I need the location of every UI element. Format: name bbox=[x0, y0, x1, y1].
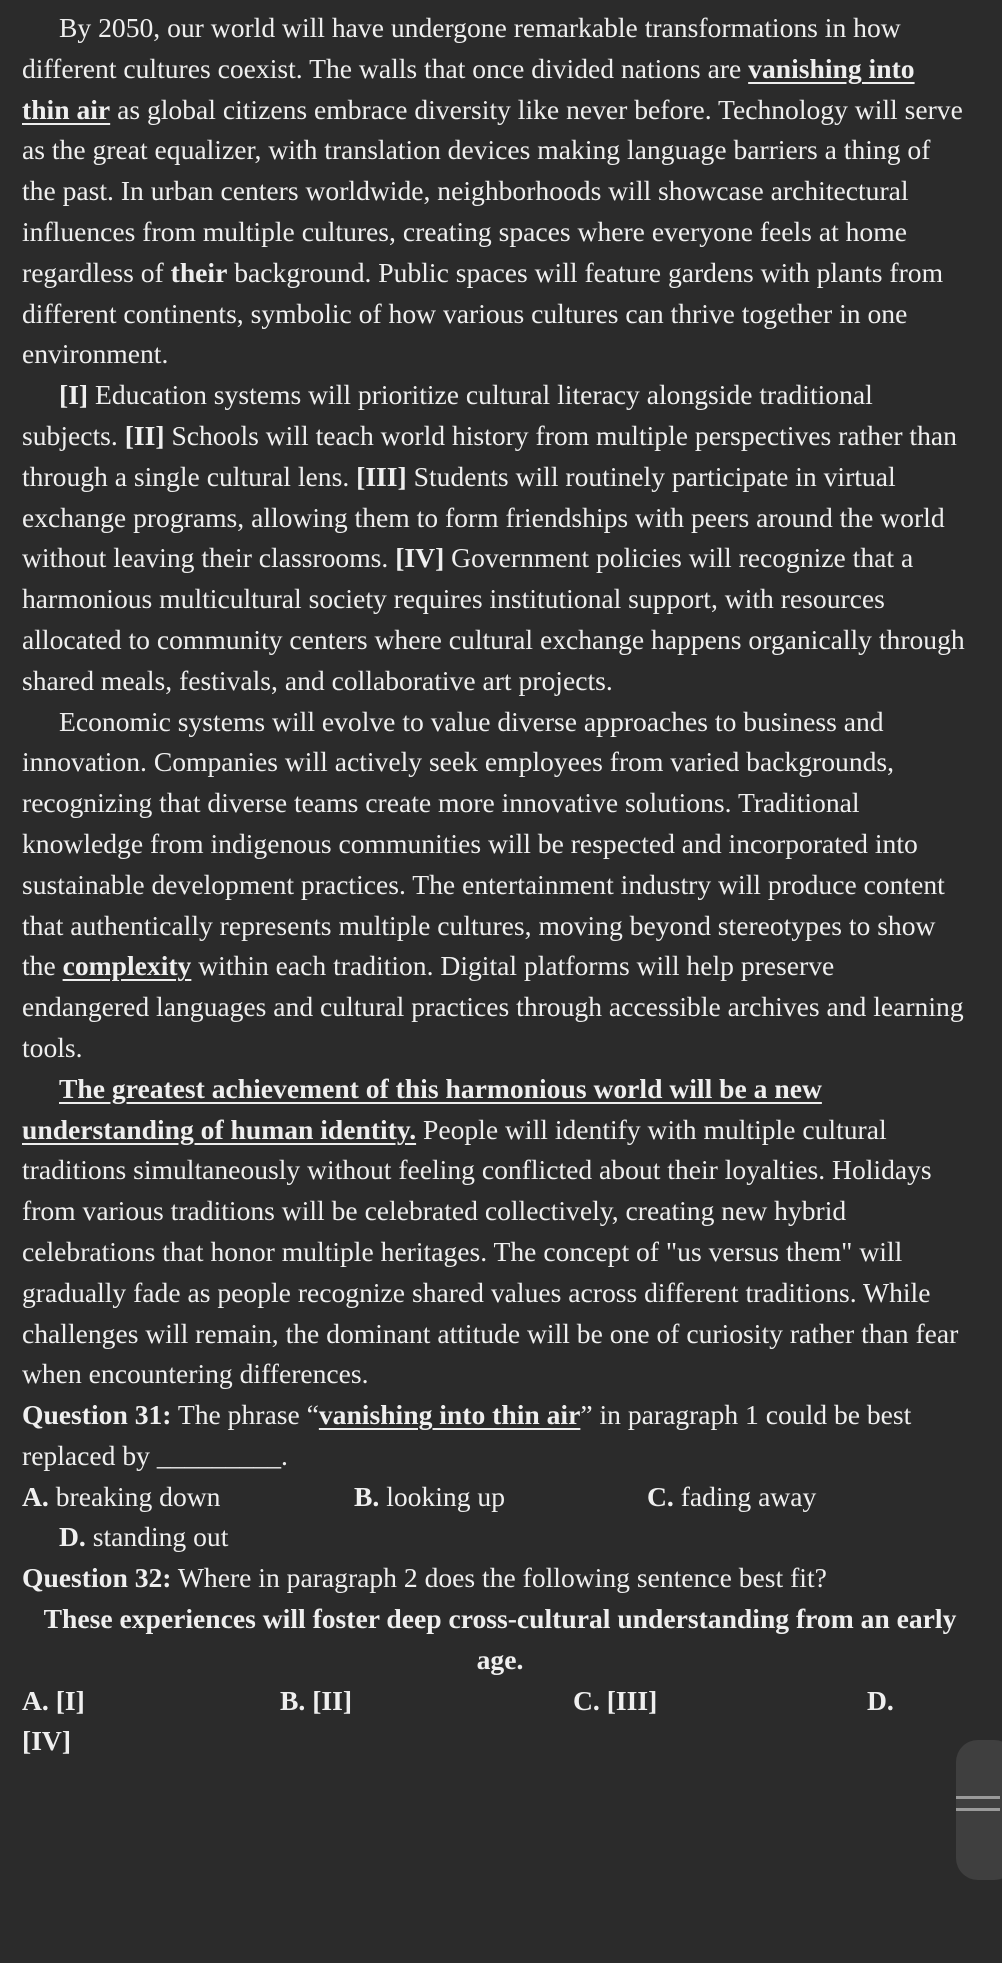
question-31-phrase: vanishing into thin air bbox=[318, 1399, 581, 1431]
paragraph-1-text: By 2050, our world will have undergone remarkable transformations in how different cultures coexist. The walls that once divided nations are bbox=[22, 12, 901, 84]
option-letter: D. bbox=[59, 1521, 86, 1553]
paragraph-4 bbox=[22, 1069, 968, 1395]
question-32-options bbox=[22, 1681, 968, 1763]
question-31-options bbox=[22, 1477, 968, 1518]
paragraph-3-text: within each tradition. Digital platforms will help preserve endangered languages and cultural practices through accessible archives and learning tools. bbox=[22, 950, 964, 1063]
option-text: [I] bbox=[48, 1684, 85, 1716]
question-32-text: Where in paragraph 2 does the following sentence best fit? bbox=[171, 1562, 827, 1594]
question-31-text: The phrase “ bbox=[171, 1399, 319, 1431]
paragraph-2-text: Students will routinely participate in virtual exchange programs, allowing them to form friendships with peers around the world without leaving their classrooms. bbox=[22, 460, 945, 574]
paragraph-1-text: as global citizens embrace diversity like never before. Technology will serve as the great equalizer, with translation devices making language barriers a thing of the past. In urban centers worldwide, neighborhoods will showcase architectural influences from multiple cultures, creating spaces where everyone feels at home regardless of bbox=[22, 93, 963, 288]
option-text: [II] bbox=[305, 1684, 353, 1716]
paragraph-1 bbox=[22, 8, 968, 375]
grip-line-icon bbox=[956, 1808, 1000, 1811]
option-text: breaking down bbox=[48, 1480, 221, 1512]
option-letter: C. bbox=[647, 1480, 674, 1512]
question-31-label: Question 31: bbox=[22, 1399, 172, 1431]
question-32-label: Question 32: bbox=[22, 1562, 172, 1594]
bold-word-their: their bbox=[170, 256, 228, 288]
marker-iv: [IV] bbox=[395, 542, 445, 574]
option-d-text: [IV] bbox=[22, 1725, 72, 1757]
option-d[interactable] bbox=[22, 1517, 968, 1558]
option-b[interactable] bbox=[354, 1477, 647, 1518]
option-letter: B. bbox=[280, 1684, 306, 1716]
paragraph-2-text: Government policies will recognize that a harmonious multicultural society requires institutional support, with resources allocated to community centers where cultural exchange happens organically through shared meals, festivals, and collaborative art projects. bbox=[22, 542, 965, 696]
grip-line-icon bbox=[956, 1796, 1000, 1799]
option-c[interactable] bbox=[647, 1477, 968, 1518]
paragraph-2 bbox=[22, 375, 968, 701]
highlighted-phrase: vanishing into thin air bbox=[22, 52, 915, 125]
option-text: fading away bbox=[673, 1480, 817, 1512]
option-text: looking up bbox=[379, 1480, 506, 1512]
question-32 bbox=[22, 1558, 968, 1599]
option-letter: C. bbox=[573, 1684, 600, 1716]
paragraph-2-text: Schools will teach world history from multiple perspectives rather than through a single cultural lens. bbox=[22, 419, 957, 492]
marker-iii: [III] bbox=[356, 460, 407, 492]
marker-i: [I] bbox=[59, 379, 89, 411]
option-letter: B. bbox=[354, 1480, 380, 1512]
paragraph-3 bbox=[22, 702, 968, 1069]
paragraph-3-text: Economic systems will evolve to value diverse approaches to business and innovation. Companies will actively seek employees from varied backgrounds, recognizing that diverse teams create more innovative solutions. Traditional knowledge from indigenous communities will be respected and incorporated into sustainable development practices. The entertainment industry will produce content that authentically represents multiple cultures, moving beyond stereotypes to show the bbox=[22, 705, 945, 982]
option-text: standing out bbox=[85, 1521, 229, 1553]
document-page bbox=[22, 8, 968, 1762]
insert-sentence: These experiences will foster deep cross-cultural understanding from an early age. bbox=[43, 1603, 957, 1675]
marker-ii: [II] bbox=[124, 419, 165, 451]
highlighted-word-complexity: complexity bbox=[62, 950, 192, 982]
option-text: [III] bbox=[599, 1684, 658, 1716]
scroll-handle[interactable] bbox=[956, 1740, 1002, 1880]
highlighted-sentence: The greatest achievement of this harmonious world will be a new understanding of human identity. bbox=[22, 1072, 822, 1145]
paragraph-4-text: People will identify with multiple cultural traditions simultaneously without feeling conflicted about their loyalties. Holidays from various traditions will be celebrated collectively, creating new hybrid celebrations that honor multiple heritages. The concept of "us versus them" will gradually fade as people recognize shared values across different traditions. While challenges will remain, the dominant attitude will be one of curiosity rather than fear when encountering differences. bbox=[22, 1113, 959, 1390]
paragraph-2-text: Education systems will prioritize cultural literacy alongside traditional subjects. bbox=[22, 379, 873, 451]
question-31-text: ” in paragraph 1 could be best replaced by _________. bbox=[22, 1399, 912, 1471]
option-b[interactable] bbox=[280, 1681, 573, 1722]
option-letter: A. bbox=[22, 1684, 49, 1716]
option-letter: A. bbox=[22, 1480, 49, 1512]
option-a[interactable] bbox=[22, 1681, 280, 1722]
option-letter: D. bbox=[867, 1684, 894, 1716]
option-d[interactable] bbox=[867, 1681, 968, 1722]
option-a[interactable] bbox=[22, 1477, 354, 1518]
option-c[interactable] bbox=[573, 1681, 867, 1722]
question-31 bbox=[22, 1395, 968, 1477]
paragraph-1-text: background. Public spaces will feature gardens with plants from different continents, symbolic of how various cultures can thrive together in one environment. bbox=[22, 256, 944, 370]
